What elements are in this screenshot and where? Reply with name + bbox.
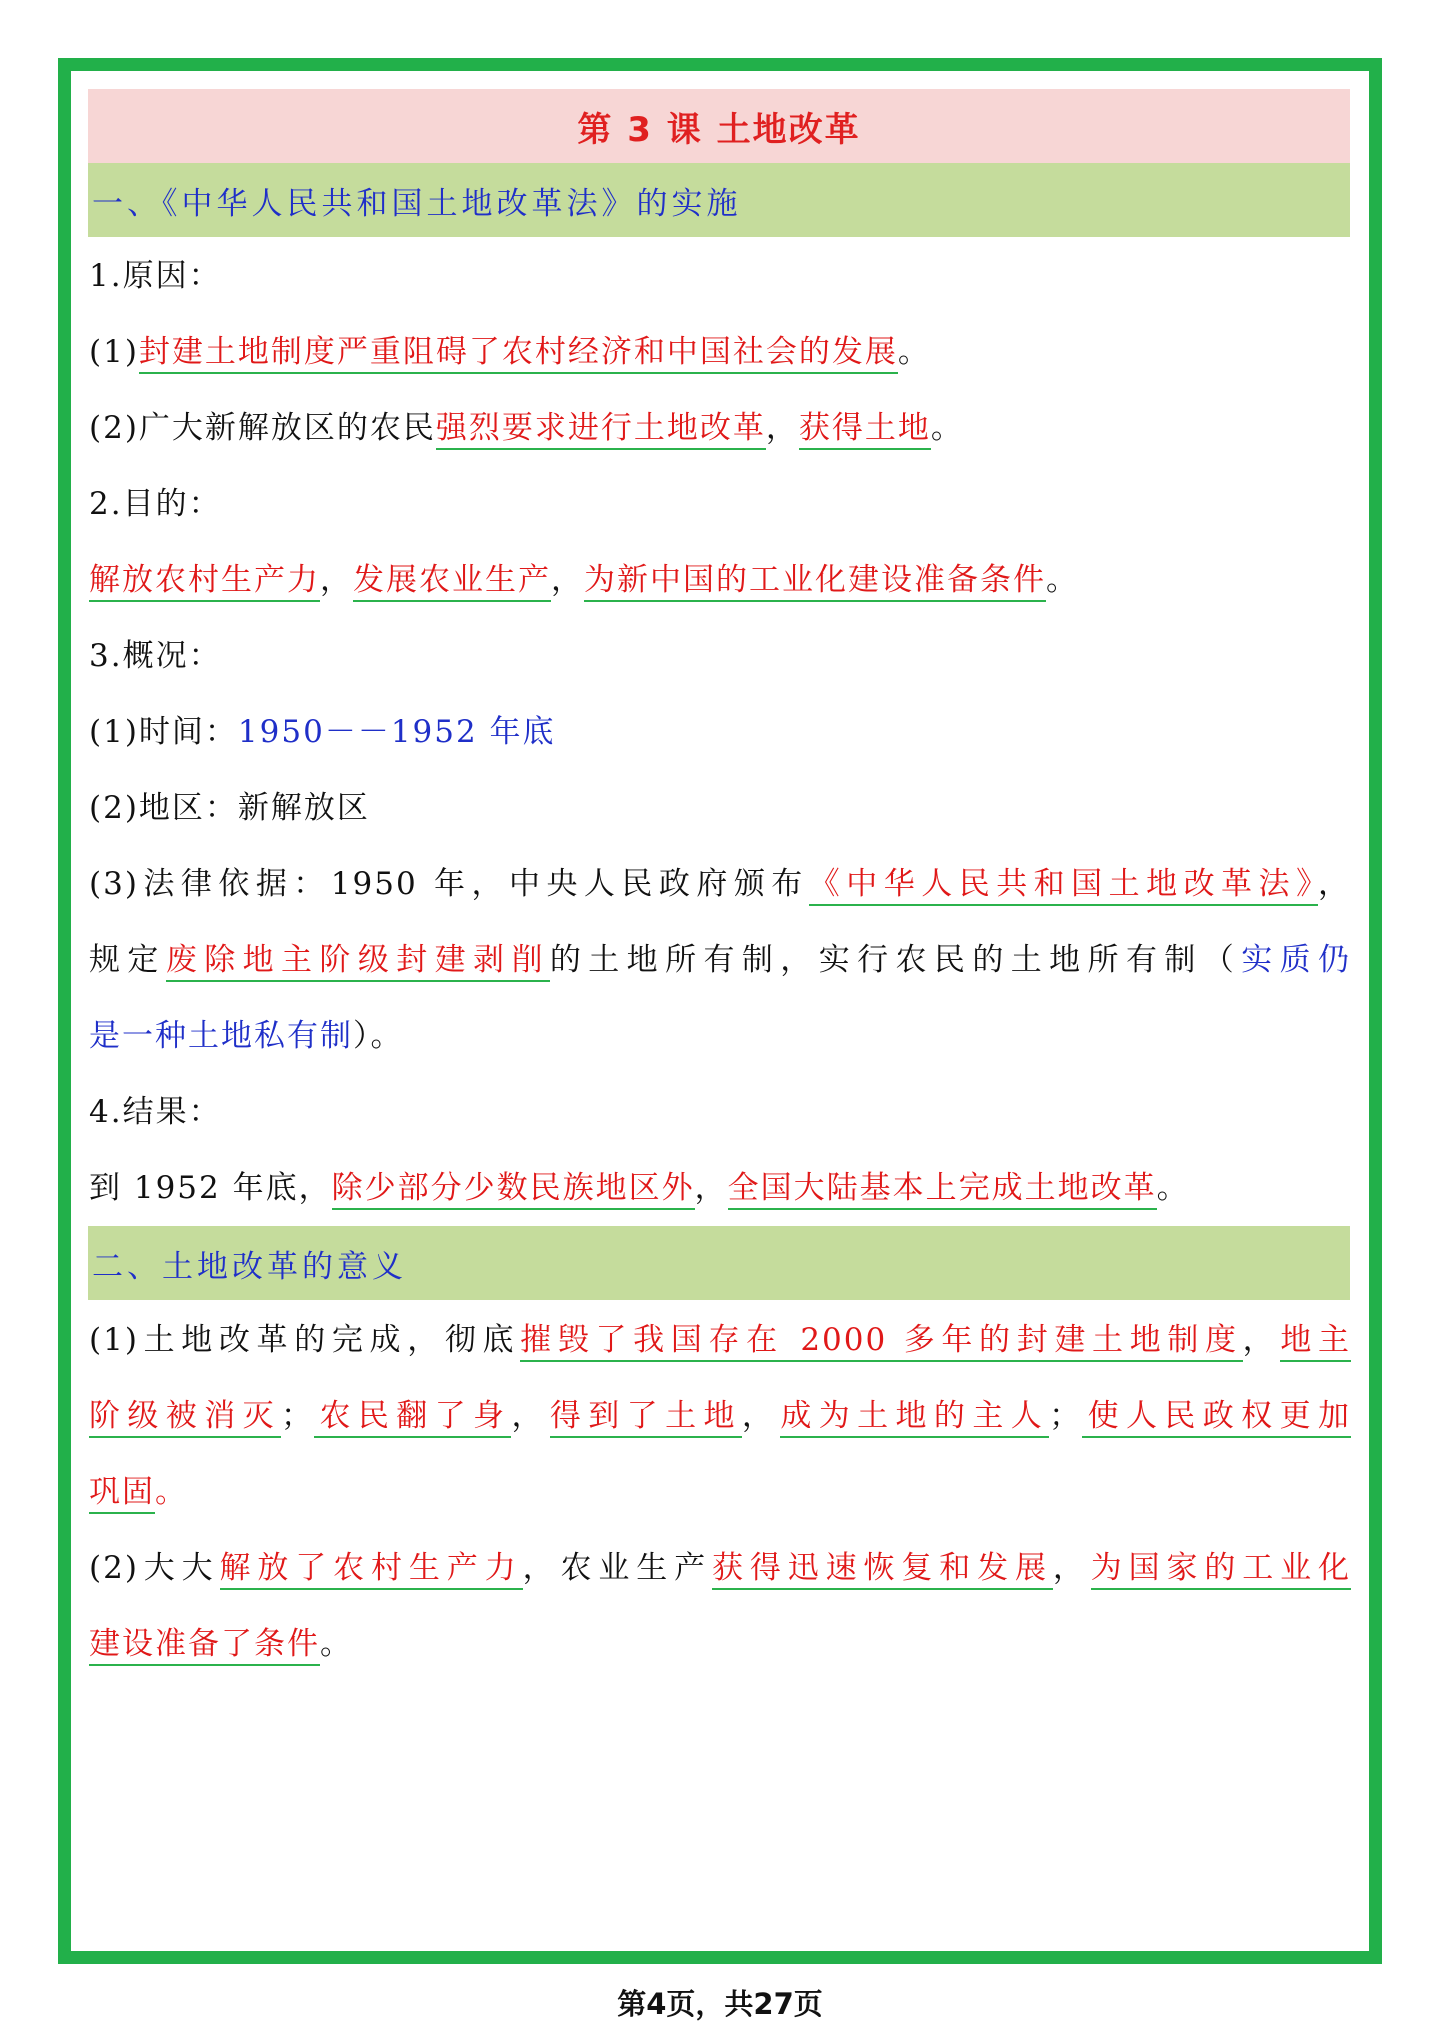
- highlight: 建设准备了条件: [89, 1626, 320, 1666]
- lesson-title-bar: [88, 89, 1350, 163]
- result-label: 4.结果：: [89, 1094, 222, 1130]
- significance-2-line1: (2)大大解放了农村生产力，农业生产获得迅速恢复和发展，为国家的工业化: [89, 1530, 1351, 1606]
- significance-1-line3: 巩固。: [89, 1454, 1351, 1530]
- purpose-label: 2.目的：: [89, 486, 222, 522]
- highlight: 得到了土地: [550, 1398, 742, 1438]
- reason-2: (2)广大新解放区的农民强烈要求进行土地改革，获得土地。: [89, 390, 1351, 466]
- section2-heading-bar: [88, 1226, 1350, 1300]
- highlight: 获得土地: [799, 410, 931, 450]
- section1-heading: 一、《中华人民共和国土地改革法》的实施: [92, 185, 742, 222]
- highlight: 巩固: [89, 1474, 155, 1514]
- reason-label: 1.原因：: [89, 258, 222, 294]
- section1-heading-bar: [88, 163, 1350, 237]
- overview-region: (2)地区：新解放区: [89, 790, 370, 826]
- result-text: 到 1952 年底，除少部分少数民族地区外，全国大陆基本上完成土地改革。: [89, 1150, 1351, 1226]
- time-value: 1950－－1952 年底: [237, 714, 556, 750]
- highlight: 发展农业生产: [353, 562, 551, 602]
- overview-law-line1: (3)法律依据：1950 年，中央人民政府颁布《中华人民共和国土地改革法》，: [89, 846, 1351, 922]
- highlight: 废除地主阶级封建剥削: [166, 942, 550, 982]
- lesson-title: 第 3 课 土地改革: [577, 109, 861, 150]
- highlight: 成为土地的主人: [780, 1398, 1049, 1438]
- overview-time: (1)时间：1950－－1952 年底: [89, 714, 556, 750]
- highlight: 解放农村生产力: [89, 562, 320, 602]
- blue-note: 实质仍: [1241, 942, 1351, 978]
- highlight: 为国家的工业化: [1091, 1550, 1351, 1590]
- blue-note: 是一种土地私有制: [89, 1018, 353, 1054]
- highlight: 摧毁了我国存在 2000 多年的封建土地制度: [520, 1322, 1242, 1362]
- highlight: 农民翻了身: [314, 1398, 511, 1438]
- highlight: 阶级被消灭: [89, 1398, 281, 1438]
- significance-1-line1: (1)土地改革的完成，彻底摧毁了我国存在 2000 多年的封建土地制度，地主: [89, 1302, 1351, 1378]
- overview-law-line3: 是一种土地私有制）。: [89, 1018, 404, 1054]
- highlight: 《中华人民共和国土地改革法》: [809, 866, 1318, 906]
- highlight: 强烈要求进行土地改革: [436, 410, 766, 450]
- significance-2-line2: 建设准备了条件。: [89, 1606, 1351, 1682]
- highlight: 为新中国的工业化建设准备条件: [584, 562, 1046, 602]
- highlight: 全国大陆基本上完成土地改革: [728, 1170, 1157, 1210]
- highlight: 除少部分少数民族地区外: [332, 1170, 695, 1210]
- significance-1-line2: 阶级被消灭；农民翻了身，得到了土地，成为土地的主人；使人民政权更加: [89, 1378, 1351, 1454]
- section2-heading: 二、土地改革的意义: [92, 1248, 407, 1285]
- reason-1: (1)封建土地制度严重阻碍了农村经济和中国社会的发展。: [89, 314, 1351, 390]
- page-number: 第4页，共27页: [617, 1987, 823, 2021]
- overview-law-line2: 规定废除地主阶级封建剥削的土地所有制，实行农民的土地所有制（实质仍: [89, 922, 1351, 998]
- overview-label: 3.概况：: [89, 638, 222, 674]
- highlight: 地主: [1280, 1322, 1351, 1362]
- purpose-text: 解放农村生产力，发展农业生产，为新中国的工业化建设准备条件。: [89, 542, 1351, 618]
- highlight: 使人民政权更加: [1082, 1398, 1351, 1438]
- highlight: 封建土地制度严重阻碍了农村经济和中国社会的发展: [139, 334, 898, 374]
- highlight: 获得迅速恢复和发展: [712, 1550, 1053, 1590]
- highlight: 解放了农村生产力: [220, 1550, 523, 1590]
